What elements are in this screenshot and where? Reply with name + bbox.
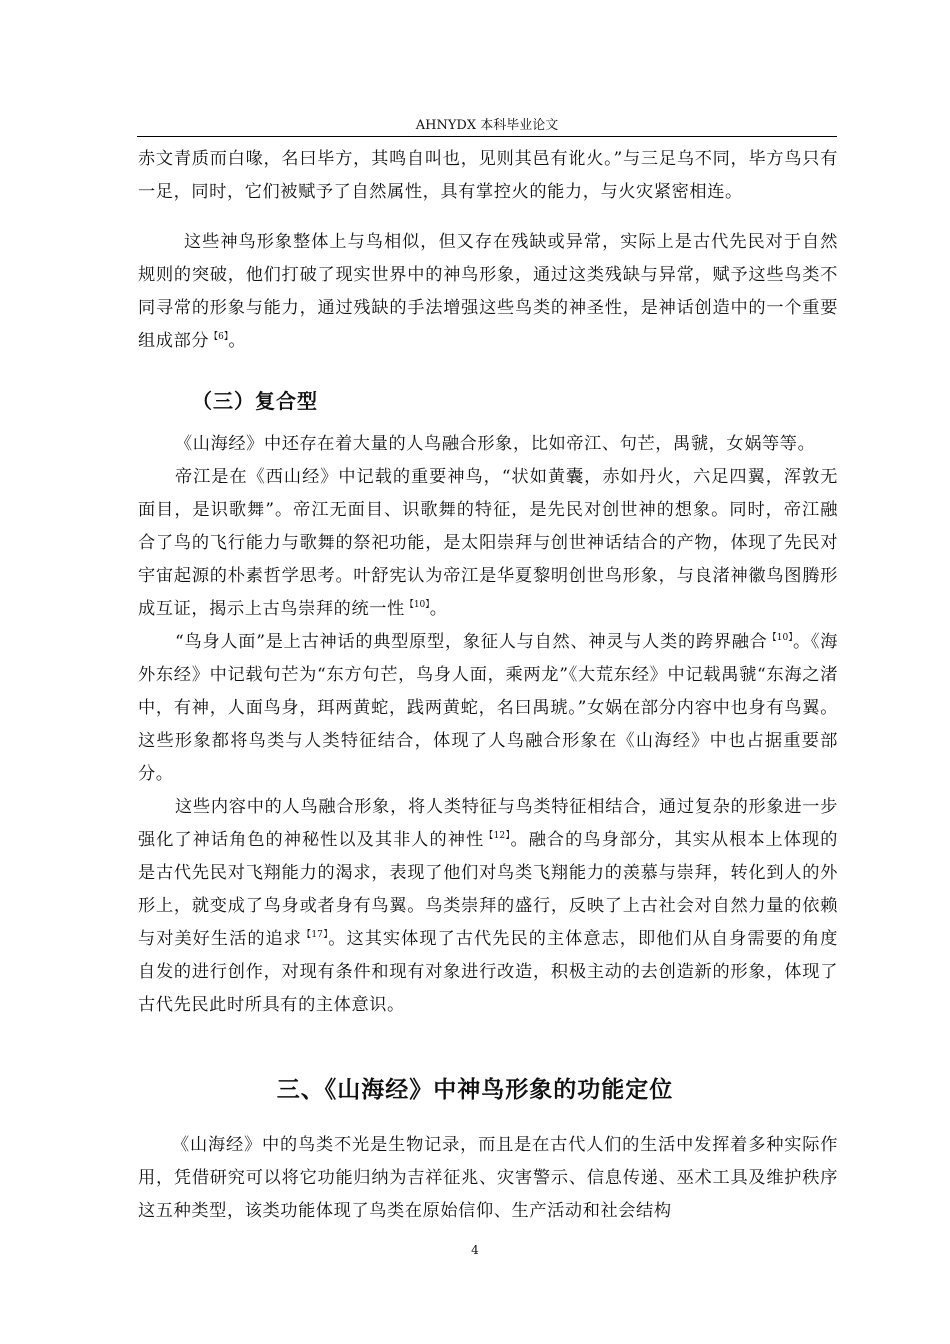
paragraph-end: 。这其实体现了古代先民的主体意志，即他们从自身需要的角度自发的进行创作，对现有条件和现有对象进行改造，积极主动的去创造新的形象，体现了古代先民此时所具有的主体意识。 [138, 929, 839, 1015]
paragraph-function-overview: 《山海经》中的鸟类不光是生物记录，而且是在古代人们的生活中发挥着多种实际作用，凭借研究可以将它功能归纳为吉祥征兆、灾害警示、信息传递、巫术工具及维护秩序这五种类型，该类功能体现了鸟类在原始信仰、生产活动和社会结构 [138, 1135, 838, 1221]
citation-ref: 【6】 [209, 332, 229, 342]
paragraph-end: 。 [429, 599, 448, 619]
section-heading: 三、《山海经》中神鸟形象的功能定位 [276, 1077, 674, 1103]
subheading-composite-type: （三）复合型 [192, 389, 318, 413]
paragraph-dijiang [138, 461, 838, 626]
body-block-1 [138, 143, 838, 358]
paragraph-fusion-analysis [138, 791, 838, 1022]
paragraph-text: 帝江是在《西山经》中记载的重要神鸟，“状如黄囊，赤如丹火，六足四翼，浑敦无面目，是识歌舞”。帝江无面目、识歌舞的特征，是先民对创世神的想象。同时，帝江融合了鸟的飞行能力与歌舞的祭祀功能，是太阳崇拜与创世神话结合的产物，体现了先民对宇宙起源的朴素哲学思考。叶舒宪认为帝江是华夏黎明创世鸟形象，与良渚神徽鸟图腾形成互证，揭示上古鸟崇拜的统一性 [138, 467, 838, 619]
paragraph-text-cont: 。《海外东经》中记载句芒为“东方句芒，鸟身人面，乘两龙”《大荒东经》中记载禺虢“东海之渚中，有神，人面鸟身，珥两黄蛇，践两黄蛇，名曰禺琥。”女娲在部分内容中也身有鸟翼。这些形象都将鸟类与人类特征结合，体现了人鸟融合形象在《山海经》中也占据重要部分。 [138, 632, 839, 784]
paragraph-text: “鸟身人面”是上古神话的典型原型，象征人与自然、神灵与人类的跨界融合 [175, 632, 768, 652]
paragraph-end: 。 [228, 331, 247, 351]
citation-ref: 【12】 [484, 831, 511, 841]
paragraph-text-cont: 。融合的鸟身部分，其实从根本上体现的是古代先民对飞翔能力的渴求，表现了他们对鸟类飞翔能力的羡慕与崇拜，转化到人的外形上，就变成了鸟身或者身有鸟翼。鸟类崇拜的盛行，反映了上古社会对自然力量的依赖与对美好生活的追求 [138, 830, 839, 949]
paragraph-human-bird-intro: 《山海经》中还存在着大量的人鸟融合形象，比如帝江、句芒，禺虢，女娲等等。 [175, 434, 816, 454]
paragraph-bifang: 赤文青质而白喙，名曰毕方，其鸣自叫也，见则其邑有讹火。”与三足乌不同，毕方鸟只有一足，同时，它们被赋予了自然属性，具有掌控火的能力，与火灾紧密相连。 [138, 149, 838, 202]
citation-ref: 【17】 [302, 930, 329, 940]
header-rule [137, 136, 837, 137]
citation-ref: 【10】 [404, 600, 430, 610]
body-block-3 [138, 1129, 838, 1228]
paragraph-text: 这些内容中的人鸟融合形象，将人类特征与鸟类特征相结合，通过复杂的形象进一步强化了神话角色的神秘性以及其非人的神性 [138, 797, 838, 850]
page-number: 4 [471, 1243, 479, 1257]
paragraph-text: 这些神鸟形象整体上与鸟相似，但又存在残缺或异常，实际上是古代先民对于自然规则的突破，他们打破了现实世界中的神鸟形象，通过这类残缺与异常，赋予这些鸟类不同寻常的形象与能力，通过残缺的手法增强这些鸟类的神圣性，是神话创造中的一个重要组成部分 [138, 232, 838, 351]
paragraph-deformity-summary [138, 226, 838, 358]
body-block-2 [138, 428, 838, 1022]
paragraph-bird-body-human-face [138, 626, 838, 791]
citation-ref: 【10】 [767, 633, 793, 643]
running-header: AHNYDX 本科毕业论文 [415, 118, 559, 133]
